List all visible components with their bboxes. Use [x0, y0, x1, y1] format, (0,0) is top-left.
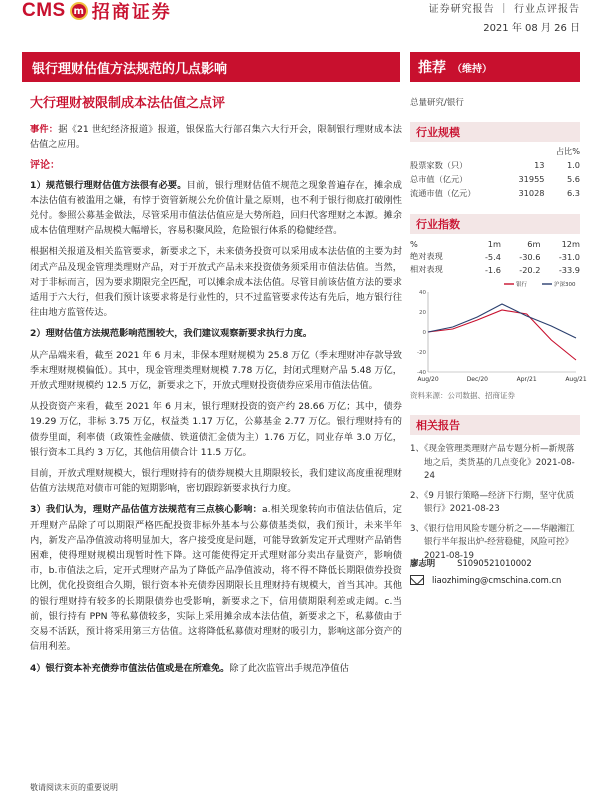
index-cell: -1.6	[484, 264, 501, 275]
rating-bar	[410, 52, 580, 82]
paragraph-lead: 2）理财估值方法规范影响范围较大，我们建议观察新要求执行力度。	[30, 328, 313, 340]
rating-sub: （维持）	[452, 63, 492, 75]
x-tick-label: Aug/20	[417, 376, 439, 383]
index-cell: -33.9	[558, 264, 580, 275]
table-row	[410, 172, 580, 186]
index-header-row	[410, 238, 580, 250]
paragraph-text: 目前，银行理财估值不规范之现象普遍存在，摊余成本法估值有被滥用之嫌，有悖于资管新规公允价值计量之原则，也不利于银行彻底打破刚性兑付。参照公募基金做法，尽管采用市值法估值应是大势所趋，回归代客理财之本源。摊余成本估值理财产品规模大幅增长，容易积聚风险，危险银行体系的稳健经营。	[30, 179, 402, 237]
table-row	[410, 263, 580, 276]
disclaimer-note: 敬请阅读末页的重要说明	[30, 783, 118, 792]
index-row-label: 相对表现	[410, 264, 443, 274]
scale-label: 流通市值（亿元）	[410, 187, 476, 198]
x-tick-label: Aug/21	[565, 376, 587, 383]
index-cell: -30.6	[519, 251, 541, 262]
analyst-block	[410, 557, 580, 585]
y-tick-label: -40	[417, 370, 426, 376]
index-section-header: 行业指数	[410, 214, 580, 234]
related-reports-list	[410, 443, 580, 563]
paragraph-8	[30, 661, 402, 676]
analyst-email-row	[410, 575, 580, 585]
paragraph-text: a.相关现象转向市值法估值后，定开理财产品除了可以期限严格匹配投资非标外基本与公募债基类似，我们预计，未来半年内，新发产品净值波动将明显加大，客户接受度是问题，可能导致新发定开式理财产品销售困难，使得理财规模出现暂时性下降。这可能使得定开式理财部分卖出存量资产，影响债市，b.市值法之后，定开式理财产品为了降低产品净值波动，将不得不降低长期限债券投资比例，优化投资组合久期，银行资本补充债券因期限长且理财持有规模大，首当其冲。其他的银行理财持有较多的长期限债券也受影响，新要求之下，信用债期限利差或走阔。c.当前，银行持有 PPN 等私募债较多，实际上采用摊余成本法估值，新要求之下，私募债由于交易不活跃，预计将采用第三方估值。这将降低私募债对理财的吸引力，影响这部分资产的信用利差。	[30, 504, 402, 653]
paragraph-text: 根据相关报道及相关监管要求，新要求之下，未来债务投资可以采用成本法估值的主要为封闭式产品及现金管理类理财产品，对于开放式产品未来投资债务须采用市值法估值。当然，对于非标而言，因为要求期限完全匹配，可以摊余成本法估值。尽管目前该估值方法的要求适用于六大行，但我们预计该要求将是行业性的，只不过监管要求传达有先后，地方银行往往由地方监管传达。	[30, 246, 402, 319]
scale-table	[410, 144, 580, 200]
event-label: 事件：	[30, 124, 59, 135]
event-text: 据《21 世纪经济报道》报道，银保监大行部召集六大行开会，限制银行理财成本法估值之应用。	[30, 124, 402, 151]
index-cell: -5.4	[484, 251, 501, 262]
index-col-header: 1m	[487, 239, 501, 249]
index-row-label: 绝对表现	[410, 251, 443, 261]
logo-chinese-text: 招商证券	[91, 2, 172, 23]
scale-pct-header: 占比%	[555, 145, 580, 156]
analyst-row	[410, 557, 580, 569]
index-chart-svg	[410, 278, 587, 388]
index-cell: -31.0	[558, 251, 580, 262]
main-body	[30, 122, 402, 682]
analyst-email[interactable]: liaozhiming@cmschina.com.cn	[432, 575, 562, 585]
paragraph-6	[30, 466, 402, 496]
rating-label: 推荐	[418, 60, 446, 76]
analyst-name: 廖志明	[410, 558, 436, 568]
index-chart	[410, 278, 587, 388]
report-meta	[429, 0, 580, 34]
report-type: 证券研究报告 ｜ 行业点评报告	[428, 4, 580, 15]
paragraph-lead: 4）银行资本补充债券市值法估值或是在所难免。	[30, 662, 230, 674]
analyst-cert: S1090521010002	[457, 558, 532, 568]
index-cell: -20.2	[519, 264, 541, 275]
related-report-item[interactable]: 3、《银行信用风险专题分析之——华融湘江银行半年报出炉-经营稳健，风险可控》2021-08-19	[410, 523, 575, 561]
index-col-header: 6m	[527, 239, 541, 249]
legend-label: 银行	[516, 282, 528, 288]
related-report-item[interactable]: 1、《现金管理类理财产品专题分析—新规落地之后，类货基的几点变化》2021-08-24	[410, 444, 575, 481]
scale-label: 股票家数（只）	[410, 159, 468, 170]
index-table	[410, 238, 580, 276]
analyst-department: 总量研究/银行	[410, 98, 464, 108]
related-section-header: 相关报告	[410, 415, 580, 435]
paragraph-text: 目前，开放式理财规模大，银行理财持有的债券规模大且期限较长，我们建议高度重视理财估值方法规范对债市可能的短期影响，密切跟踪新要求执行力度。	[30, 468, 402, 495]
index-col-header: 12m	[561, 239, 580, 249]
chart-source: 资料来源：公司数据、招商证券	[410, 391, 515, 400]
x-tick-label: Apr/21	[516, 376, 537, 383]
scale-header-row	[410, 144, 580, 158]
sidebar	[410, 88, 587, 569]
logo-cms-text: CMS	[22, 0, 66, 21]
legend-label: 沪深300	[554, 282, 576, 288]
series-line-0	[428, 310, 576, 360]
index-col-header: %	[410, 239, 418, 249]
y-tick-label: 0	[422, 330, 426, 336]
report-date: 2021 年 08 月 26 日	[483, 23, 580, 34]
scale-value: 31955	[518, 174, 545, 184]
paragraph-5	[30, 399, 402, 460]
paragraph-2	[30, 244, 402, 320]
logo-badge-icon: m	[70, 2, 88, 20]
table-row	[410, 250, 580, 263]
y-tick-label: 40	[419, 290, 426, 296]
mail-icon	[410, 575, 424, 585]
comment-label: 评论：	[30, 160, 60, 172]
y-tick-label: 20	[419, 310, 426, 316]
scale-pct: 1.0	[566, 160, 580, 170]
series-line-1	[428, 304, 576, 338]
company-logo	[22, 0, 172, 22]
paragraph-3	[30, 326, 402, 341]
y-tick-label: -20	[417, 350, 426, 356]
paragraph-text: 从投资资产来看，截至 2021 年 6 月末，银行理财投资的资产约 28.66 万亿；其中，债券 19.29 万亿，非标 3.75 万亿，权益类 1.17 万亿，公募基金 2.77 万亿。银行理财持有的债券里面，利率债（政策性金融债、铁道债汇金债为主）1.76 万亿，同业存单 3.0 万亿，银行资本工具约 3 万亿，其他信用债合计 11.5 万亿。	[30, 401, 402, 458]
scale-section-header: 行业规模	[410, 122, 580, 142]
paragraph-1	[30, 178, 402, 239]
scale-pct: 5.6	[566, 174, 580, 184]
table-row	[410, 186, 580, 200]
report-subtitle: 大行理财被限制成本法估值之点评	[30, 96, 226, 111]
table-row	[410, 158, 580, 172]
paragraph-lead: 3）我们认为，理财产品估值方法规范有三点核心影响：	[30, 504, 262, 516]
scale-value: 31028	[518, 188, 545, 198]
event-paragraph	[30, 122, 402, 152]
paragraph-text: 除了此次监管出手规范净值估	[229, 662, 349, 674]
related-report-item[interactable]: 2、《9 月银行策略—经济下行期，坚守优质银行》2021-08-23	[410, 490, 575, 514]
scale-pct: 6.3	[566, 188, 580, 198]
paragraph-text: 从产品端来看，截至 2021 年 6 月末，非保本理财规模为 25.8 万亿（季末理财冲存款导致季末理财规模偏低）。其中，现金管理类理财规模 7.78 万亿，封闭式理财产品 5.48 万亿，开放式理财规模约 12.5 万亿，新要求之下，开放式理财投资债券应采用市值法估值。	[30, 349, 402, 392]
paragraph-7	[30, 502, 402, 654]
paragraph-lead: 1）规范银行理财估值方法很有必要。	[30, 179, 187, 191]
paragraph-4	[30, 348, 402, 394]
x-tick-label: Dec/20	[466, 376, 488, 383]
report-title-bar: 银行理财估值方法规范的几点影响	[22, 52, 400, 82]
scale-label: 总市值（亿元）	[410, 173, 468, 184]
scale-value: 13	[534, 160, 545, 170]
